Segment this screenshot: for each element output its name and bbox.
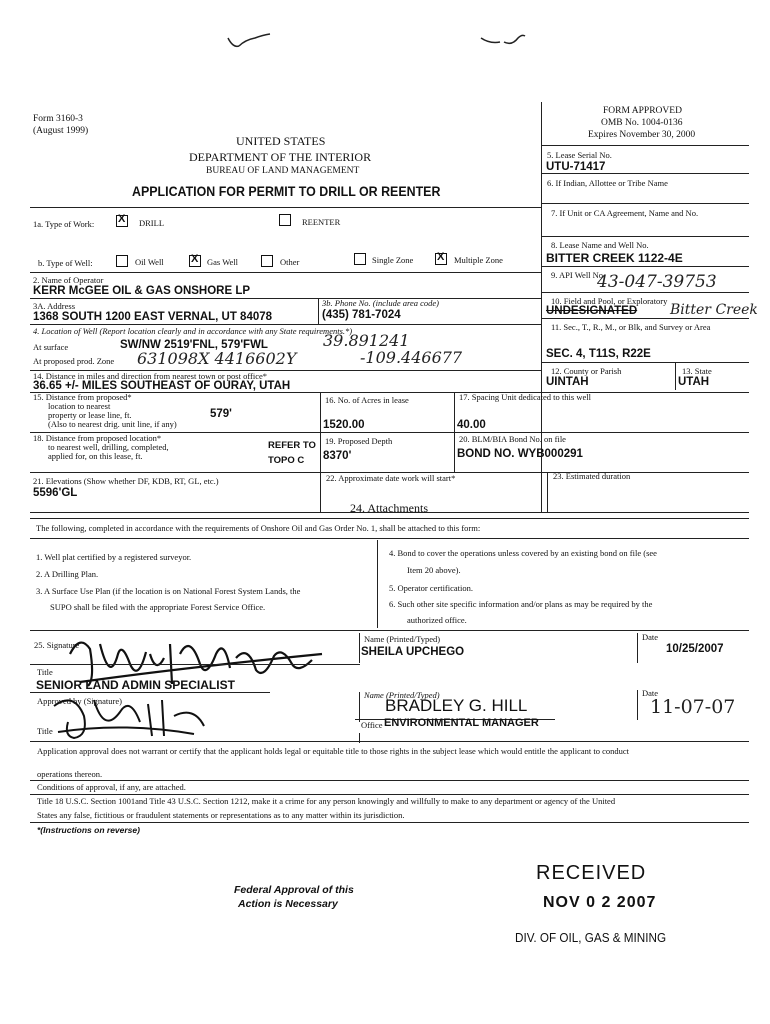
oil-well-label: Oil Well xyxy=(135,257,164,267)
county-value: UINTAH xyxy=(546,376,589,388)
single-zone-checkbox[interactable] xyxy=(354,253,366,265)
distance-well-value-2: TOPO C xyxy=(268,455,305,466)
field-pool-label: 10. Field and Pool, or Exploratory xyxy=(551,296,668,306)
distance-lease-line-label-2: location to nearest xyxy=(48,401,111,411)
attachment-item-2: 2. A Drilling Plan. xyxy=(36,569,99,579)
form-number: Form 3160-3 xyxy=(33,114,83,124)
gas-well-label: Gas Well xyxy=(207,257,239,267)
sec-survey-value: SEC. 4, T11S, R22E xyxy=(546,348,651,360)
attachment-item-3b: SUPO shall be filed with the appropriate Forest Service Office. xyxy=(50,602,266,612)
agency-united-states: UNITED STATES xyxy=(236,134,326,148)
approval-note-2: operations thereon. xyxy=(37,769,103,779)
attachment-item-4b: Item 20 above). xyxy=(407,565,461,575)
proposed-depth-label: 19. Proposed Depth xyxy=(325,436,393,446)
federal-approval-line-1: Federal Approval of this xyxy=(234,884,354,896)
spacing-unit-value: 40.00 xyxy=(457,419,486,431)
distance-well-label-3: applied for, on this lease, ft. xyxy=(48,451,143,461)
type-of-work-label: 1a. Type of Work: xyxy=(33,219,95,229)
agency-bureau: BUREAU OF LAND MANAGEMENT xyxy=(206,166,360,176)
title2-label: Title xyxy=(37,726,53,736)
api-well-label: 9. API Well No. xyxy=(551,270,606,280)
acres-label: 16. No. of Acres in lease xyxy=(325,395,409,405)
approved-by-label: Approved by (Signature) xyxy=(37,696,122,706)
location-label: 4. Location of Well (Report location clearly and in accordance with any State requirements.*) xyxy=(33,326,353,336)
date2-handwritten: 11-07-07 xyxy=(650,696,736,718)
form-title: APPLICATION FOR PERMIT TO DRILL OR REENTER xyxy=(132,184,441,199)
type-of-well-label: b. Type of Well: xyxy=(38,258,93,268)
address-value: 1368 SOUTH 1200 EAST VERNAL, UT 84078 xyxy=(33,311,273,323)
phone-value: (435) 781-7024 xyxy=(322,309,401,321)
multiple-zone-label: Multiple Zone xyxy=(454,255,503,265)
lease-name-label: 8. Lease Name and Well No. xyxy=(551,240,649,250)
approval-note: Application approval does not warrant or certify that the applicant holds legal or equitable title to those rights in the subject lease which would entitle the applicant to conduct xyxy=(37,746,629,756)
prod-zone-handwritten: 631098X 4416602Y xyxy=(137,349,297,368)
distance-town-label: 14. Distance in miles and direction from nearest town or post office* xyxy=(33,371,268,381)
longitude-handwritten: -109.446677 xyxy=(360,348,463,367)
other-checkbox[interactable] xyxy=(261,255,273,267)
attachment-item-5: 5. Operator certification. xyxy=(389,583,474,593)
name2-printed-value: BRADLEY G. HILL xyxy=(385,696,528,715)
address-label: 3A. Address xyxy=(33,301,76,311)
lease-name-value: BITTER CREEK 1122-4E xyxy=(546,251,683,265)
field-pool-value: UNDESIGNATED xyxy=(546,305,638,317)
drill-label: DRILL xyxy=(139,218,165,228)
county-label: 12. County or Parish xyxy=(551,366,622,376)
office-label: Office xyxy=(361,720,383,730)
reenter-label: REENTER xyxy=(302,217,341,227)
attachment-item-3a: 3. A Surface Use Plan (if the location is on National Forest System Lands, the xyxy=(36,586,301,596)
attachment-item-1: 1. Well plat certified by a registered surveyor. xyxy=(36,552,192,562)
division-stamp: DIV. OF OIL, GAS & MINING xyxy=(515,930,667,945)
operator-label: 2. Name of Operator xyxy=(33,275,104,285)
scribble-mark-left xyxy=(225,30,275,52)
prod-zone-label: At proposed prod. Zone xyxy=(33,356,115,366)
date-value: 10/25/2007 xyxy=(666,643,724,655)
received-stamp: RECEIVED xyxy=(536,862,647,884)
lease-serial-label: 5. Lease Serial No. xyxy=(547,150,612,160)
lease-serial-value: UTU-71417 xyxy=(546,161,606,173)
federal-approval-line-2: Action is Necessary xyxy=(238,898,338,910)
single-zone-label: Single Zone xyxy=(372,255,414,265)
name2-printed-label: Name (Printed/Typed) xyxy=(364,690,440,700)
name-printed-label: Name (Printed/Typed) xyxy=(364,634,441,644)
indian-allottee-label: 6. If Indian, Allottee or Tribe Name xyxy=(547,178,668,188)
latitude-handwritten: 39.891241 xyxy=(323,331,410,350)
title18-note-2: States any false, fictitious or fraudulent statements or representations as to any matter within its jurisdiction. xyxy=(37,810,405,820)
distance-lease-line-value: 579' xyxy=(210,408,232,420)
agency-department: DEPARTMENT OF THE INTERIOR xyxy=(189,150,372,164)
bond-label: 20. BLM/BIA Bond No. on file xyxy=(459,434,566,444)
operator-value: KERR McGEE OIL & GAS ONSHORE LP xyxy=(33,285,251,297)
received-date-stamp: NOV 0 2 2007 xyxy=(543,894,657,911)
oil-well-checkbox[interactable] xyxy=(116,255,128,267)
duration-label: 23. Estimated duration xyxy=(553,471,631,481)
attachments-intro: The following, completed in accordance with the requirements of Onshore Oil and Gas Order No. 1, shall be attached to this form: xyxy=(36,523,481,533)
unit-agreement-label: 7. If Unit or CA Agreement, Name and No. xyxy=(551,208,699,218)
drill-checkbox[interactable] xyxy=(116,215,128,227)
proposed-depth-value: 8370' xyxy=(323,450,352,462)
attachment-item-6b: authorized office. xyxy=(407,615,467,625)
date-label: Date xyxy=(642,632,659,642)
instructions-note: *(Instructions on reverse) xyxy=(37,825,140,835)
bond-value: BOND NO. WYB000291 xyxy=(457,448,583,460)
surface-value: SW/NW 2519'FNL, 579'FWL xyxy=(120,339,268,351)
state-label: 13. State xyxy=(682,366,712,376)
office-value: ENVIRONMENTAL MANAGER xyxy=(384,717,539,729)
expires-date: Expires November 30, 2000 xyxy=(588,130,696,140)
elevations-value: 5596'GL xyxy=(33,487,78,499)
omb-number: OMB No. 1004-0136 xyxy=(601,118,683,128)
spacing-unit-label: 17. Spacing Unit dedicated to this well xyxy=(459,392,591,402)
name-printed-value: SHEILA UPCHEGO xyxy=(361,646,465,658)
conditions-note: Conditions of approval, if any, are attached. xyxy=(37,782,186,792)
title18-note: Title 18 U.S.C. Section 1001and Title 43 U.S.C. Section 1212, make it a crime for any person knowingly and willfully to make to any department or agency of the United xyxy=(37,796,616,806)
acres-value: 1520.00 xyxy=(323,419,365,431)
form-approved: FORM APPROVED xyxy=(603,106,682,116)
distance-lease-line-label-1: 15. Distance from proposed* xyxy=(33,392,132,402)
attachment-item-4a: 4. Bond to cover the operations unless covered by an existing bond on file (see xyxy=(389,548,657,558)
state-value: UTAH xyxy=(678,376,710,388)
distance-well-value-1: REFER TO xyxy=(268,440,316,451)
date2-label: Date xyxy=(642,688,659,698)
distance-lease-line-label-3: property or lease line, ft. xyxy=(48,410,132,420)
title-label: Title xyxy=(37,667,53,677)
distance-lease-line-label-4: (Also to nearest drig. unit line, if any) xyxy=(48,419,177,429)
field-pool-handwritten: Bitter Creek xyxy=(670,302,758,318)
elevations-label: 21. Elevations (Show whether DF, KDB, RT, GL, etc.) xyxy=(33,476,219,486)
reenter-checkbox[interactable] xyxy=(279,214,291,226)
attachments-heading: 24. Attachments xyxy=(350,501,428,515)
phone-label: 3b. Phone No. (include area code) xyxy=(322,298,439,308)
at-surface-label: At surface xyxy=(33,342,69,352)
distance-town-value: 36.65 +/- MILES SOUTHEAST OF OURAY, UTAH xyxy=(33,380,291,392)
title-value: SENIOR LAND ADMIN SPECIALIST xyxy=(36,678,235,692)
scribble-mark-right xyxy=(478,32,528,50)
attachment-item-6a: 6. Such other site specific information and/or plans as may be required by the xyxy=(389,599,653,609)
form-date: (August 1999) xyxy=(33,126,89,136)
start-date-label: 22. Approximate date work will start* xyxy=(326,473,456,483)
distance-well-label-2: to nearest well, drilling, completed, xyxy=(48,442,169,452)
approver-signature xyxy=(44,686,214,744)
multiple-zone-checkbox[interactable] xyxy=(435,253,447,265)
sec-survey-label: 11. Sec., T., R., M., or Blk, and Survey or Area xyxy=(551,322,711,332)
signature-label: 25. Signature xyxy=(34,640,80,650)
distance-well-label-1: 18. Distance from proposed location* xyxy=(33,433,162,443)
api-well-handwritten: 43-047-39753 xyxy=(597,272,717,292)
gas-well-checkbox[interactable] xyxy=(189,255,201,267)
other-label: Other xyxy=(280,257,300,267)
